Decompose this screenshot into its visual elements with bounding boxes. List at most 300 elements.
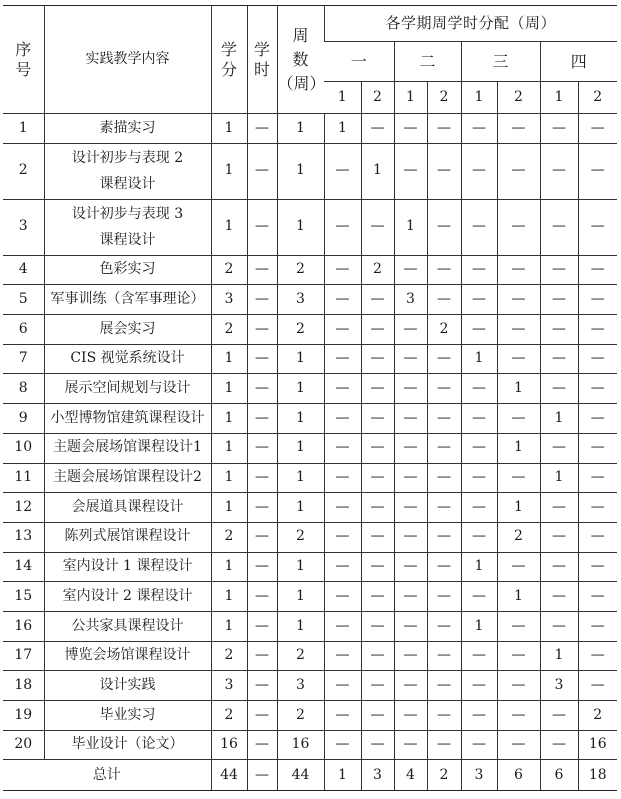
row-semester-cell: — bbox=[578, 199, 617, 255]
row-credit: 1 bbox=[211, 199, 247, 255]
row-semester-cell: — bbox=[540, 522, 578, 552]
table-row bbox=[3, 433, 617, 463]
table-row bbox=[3, 730, 617, 760]
total-weeks: 44 bbox=[277, 760, 324, 791]
table-row bbox=[3, 199, 617, 255]
row-weeks: 1 bbox=[277, 404, 324, 434]
row-semester-cell: — bbox=[394, 374, 427, 404]
row-content bbox=[44, 522, 211, 552]
row-content-line: 军事训练（含军事理论） bbox=[50, 290, 205, 307]
row-semester-cell: — bbox=[394, 493, 427, 523]
table-row bbox=[3, 671, 617, 701]
row-semester-cell: — bbox=[427, 522, 461, 552]
row-content-line: 课程设计 bbox=[99, 176, 156, 193]
row-semester-cell: — bbox=[461, 522, 497, 552]
row-semester-cell: — bbox=[394, 701, 427, 731]
table-row bbox=[3, 701, 617, 731]
row-semester-cell: — bbox=[540, 701, 578, 731]
row-semester-cell: 2 bbox=[497, 522, 540, 552]
row-hours: — bbox=[247, 463, 277, 493]
row-semester-cell: — bbox=[324, 404, 361, 434]
row-content bbox=[44, 433, 211, 463]
row-semester-cell: — bbox=[540, 582, 578, 612]
row-semester-cell: — bbox=[394, 255, 427, 285]
total-sem-cell: 6 bbox=[540, 760, 578, 791]
row-credit: 1 bbox=[211, 463, 247, 493]
table-row bbox=[3, 463, 617, 493]
row-semester-cell: — bbox=[497, 552, 540, 582]
row-semester-cell: — bbox=[324, 493, 361, 523]
row-semester-cell: — bbox=[361, 582, 394, 612]
row-semester-cell: — bbox=[394, 671, 427, 701]
row-content-line: 主题会展场馆课程设计1 bbox=[53, 439, 202, 456]
row-semester-cell: — bbox=[461, 199, 497, 255]
header-semester: 1 bbox=[540, 82, 578, 114]
row-credit: 1 bbox=[211, 582, 247, 612]
table-row bbox=[3, 255, 617, 285]
header-semester-distribution: 各学期周学时分配（周） bbox=[324, 6, 617, 42]
row-semester-cell: — bbox=[497, 199, 540, 255]
row-hours: — bbox=[247, 582, 277, 612]
row-semester-cell: — bbox=[461, 404, 497, 434]
row-semester-cell: — bbox=[578, 143, 617, 199]
row-semester-cell: — bbox=[361, 374, 394, 404]
row-semester-cell: — bbox=[461, 582, 497, 612]
row-seq: 5 bbox=[3, 285, 44, 315]
table-row bbox=[3, 522, 617, 552]
row-hours: — bbox=[247, 641, 277, 671]
row-semester-cell: — bbox=[461, 374, 497, 404]
row-semester-cell: — bbox=[461, 255, 497, 285]
row-semester-cell: — bbox=[361, 433, 394, 463]
row-semester-cell: — bbox=[578, 552, 617, 582]
row-semester-cell: — bbox=[427, 404, 461, 434]
row-credit: 3 bbox=[211, 285, 247, 315]
row-semester-cell: — bbox=[324, 374, 361, 404]
row-content bbox=[44, 493, 211, 523]
row-semester-cell: 1 bbox=[361, 143, 394, 199]
row-semester-cell: — bbox=[578, 582, 617, 612]
row-semester-cell: — bbox=[497, 701, 540, 731]
row-hours: — bbox=[247, 285, 277, 315]
row-semester-cell: — bbox=[427, 344, 461, 374]
row-content-line: 毕业设计（论文） bbox=[71, 736, 184, 753]
row-semester-cell: — bbox=[361, 522, 394, 552]
header-semester: 2 bbox=[497, 82, 540, 114]
row-seq: 13 bbox=[3, 522, 44, 552]
row-semester-cell: — bbox=[497, 641, 540, 671]
row-content-line: 博览会场馆课程设计 bbox=[64, 647, 191, 664]
row-content-line: 设计初步与表现 2 bbox=[71, 149, 184, 166]
row-hours: — bbox=[247, 552, 277, 582]
row-semester-cell: 2 bbox=[578, 701, 617, 731]
row-semester-cell: — bbox=[324, 671, 361, 701]
table-row bbox=[3, 143, 617, 199]
row-seq: 20 bbox=[3, 730, 44, 760]
row-semester-cell: — bbox=[324, 143, 361, 199]
row-content bbox=[44, 143, 211, 199]
row-seq: 18 bbox=[3, 671, 44, 701]
row-semester-cell: — bbox=[578, 522, 617, 552]
row-semester-cell: — bbox=[324, 315, 361, 345]
row-semester-cell: 2 bbox=[361, 255, 394, 285]
practice-schedule-table bbox=[3, 5, 617, 791]
row-semester-cell: — bbox=[578, 255, 617, 285]
row-semester-cell: — bbox=[540, 315, 578, 345]
header-hours: 学 时 bbox=[247, 6, 277, 114]
row-weeks: 2 bbox=[277, 315, 324, 345]
row-content-line: 毕业实习 bbox=[99, 706, 156, 723]
row-seq: 17 bbox=[3, 641, 44, 671]
row-credit: 2 bbox=[211, 522, 247, 552]
row-seq: 16 bbox=[3, 611, 44, 641]
total-sem-cell: 2 bbox=[427, 760, 461, 791]
row-hours: — bbox=[247, 730, 277, 760]
row-weeks: 16 bbox=[277, 730, 324, 760]
total-credit: 44 bbox=[211, 760, 247, 791]
row-hours: — bbox=[247, 611, 277, 641]
row-semester-cell: — bbox=[394, 143, 427, 199]
row-semester-cell: — bbox=[394, 522, 427, 552]
row-semester-cell: — bbox=[497, 463, 540, 493]
row-weeks: 2 bbox=[277, 641, 324, 671]
row-credit: 1 bbox=[211, 433, 247, 463]
row-content-line: 小型博物馆建筑课程设计 bbox=[50, 409, 205, 426]
row-credit: 1 bbox=[211, 143, 247, 199]
row-semester-cell: — bbox=[427, 493, 461, 523]
row-semester-cell: 2 bbox=[427, 315, 461, 345]
row-semester-cell: — bbox=[361, 463, 394, 493]
row-semester-cell: — bbox=[324, 552, 361, 582]
row-semester-cell: — bbox=[497, 344, 540, 374]
row-semester-cell: — bbox=[324, 255, 361, 285]
row-semester-cell: 1 bbox=[461, 611, 497, 641]
row-hours: — bbox=[247, 374, 277, 404]
row-semester-cell: — bbox=[361, 671, 394, 701]
row-credit: 1 bbox=[211, 404, 247, 434]
row-semester-cell: — bbox=[361, 199, 394, 255]
row-semester-cell: — bbox=[324, 344, 361, 374]
row-content-line: 设计初步与表现 3 bbox=[71, 205, 184, 222]
row-semester-cell: — bbox=[497, 255, 540, 285]
row-semester-cell: — bbox=[578, 344, 617, 374]
row-seq: 19 bbox=[3, 701, 44, 731]
table-row bbox=[3, 493, 617, 523]
row-semester-cell: — bbox=[461, 671, 497, 701]
row-weeks: 2 bbox=[277, 522, 324, 552]
row-semester-cell: — bbox=[540, 433, 578, 463]
header-semester: 2 bbox=[578, 82, 617, 114]
row-semester-cell: 1 bbox=[497, 493, 540, 523]
row-semester-cell: — bbox=[324, 701, 361, 731]
row-credit: 16 bbox=[211, 730, 247, 760]
row-semester-cell: — bbox=[578, 285, 617, 315]
row-credit: 1 bbox=[211, 114, 247, 144]
row-semester-cell: — bbox=[427, 255, 461, 285]
row-semester-cell: 1 bbox=[461, 552, 497, 582]
row-semester-cell: — bbox=[324, 641, 361, 671]
row-semester-cell: — bbox=[578, 315, 617, 345]
row-hours: — bbox=[247, 433, 277, 463]
table-row bbox=[3, 344, 617, 374]
row-content bbox=[44, 374, 211, 404]
row-semester-cell: — bbox=[461, 701, 497, 731]
total-sem-cell: 18 bbox=[578, 760, 617, 791]
row-semester-cell: — bbox=[361, 114, 394, 144]
total-sem-cell: 6 bbox=[497, 760, 540, 791]
row-credit: 1 bbox=[211, 493, 247, 523]
row-content-line: 素描实习 bbox=[99, 119, 156, 136]
row-semester-cell: 3 bbox=[540, 671, 578, 701]
total-hours: — bbox=[247, 760, 277, 791]
row-semester-cell: — bbox=[461, 114, 497, 144]
row-semester-cell: — bbox=[361, 404, 394, 434]
row-semester-cell: — bbox=[427, 671, 461, 701]
row-content bbox=[44, 730, 211, 760]
row-content-line: 色彩实习 bbox=[99, 261, 156, 278]
row-semester-cell: — bbox=[324, 611, 361, 641]
header-semester: 2 bbox=[361, 82, 394, 114]
row-hours: — bbox=[247, 671, 277, 701]
row-hours: — bbox=[247, 315, 277, 345]
row-credit: 1 bbox=[211, 611, 247, 641]
row-weeks: 1 bbox=[277, 199, 324, 255]
row-semester-cell: — bbox=[461, 641, 497, 671]
row-content-line: 展示空间规划与设计 bbox=[64, 380, 191, 397]
row-hours: — bbox=[247, 522, 277, 552]
row-content bbox=[44, 344, 211, 374]
row-weeks: 1 bbox=[277, 433, 324, 463]
row-semester-cell: — bbox=[461, 143, 497, 199]
row-semester-cell: — bbox=[361, 285, 394, 315]
row-semester-cell: — bbox=[427, 701, 461, 731]
row-semester-cell: — bbox=[361, 641, 394, 671]
row-content bbox=[44, 611, 211, 641]
row-weeks: 1 bbox=[277, 114, 324, 144]
row-semester-cell: — bbox=[540, 255, 578, 285]
row-semester-cell: — bbox=[324, 522, 361, 552]
row-semester-cell: — bbox=[394, 404, 427, 434]
row-seq: 11 bbox=[3, 463, 44, 493]
total-sem-cell: 1 bbox=[324, 760, 361, 791]
row-weeks: 1 bbox=[277, 344, 324, 374]
row-content-line: 公共家具课程设计 bbox=[71, 617, 184, 634]
row-weeks: 2 bbox=[277, 701, 324, 731]
row-semester-cell: 1 bbox=[497, 374, 540, 404]
row-semester-cell: — bbox=[427, 374, 461, 404]
row-semester-cell: — bbox=[394, 552, 427, 582]
row-credit: 2 bbox=[211, 255, 247, 285]
row-hours: — bbox=[247, 493, 277, 523]
row-seq: 7 bbox=[3, 344, 44, 374]
row-semester-cell: 3 bbox=[394, 285, 427, 315]
table-row bbox=[3, 114, 617, 144]
row-content bbox=[44, 552, 211, 582]
row-semester-cell: — bbox=[324, 433, 361, 463]
row-content bbox=[44, 582, 211, 612]
row-semester-cell: — bbox=[461, 730, 497, 760]
row-semester-cell: 16 bbox=[578, 730, 617, 760]
row-semester-cell: 1 bbox=[497, 582, 540, 612]
table-row bbox=[3, 611, 617, 641]
row-semester-cell: — bbox=[540, 199, 578, 255]
row-content-line: 室内设计 2 课程设计 bbox=[62, 587, 193, 604]
header-year-1: 一 bbox=[324, 42, 394, 82]
row-semester-cell: — bbox=[497, 611, 540, 641]
row-semester-cell: — bbox=[497, 143, 540, 199]
row-weeks: 1 bbox=[277, 582, 324, 612]
row-content bbox=[44, 404, 211, 434]
row-semester-cell: — bbox=[578, 611, 617, 641]
header-content: 实践教学内容 bbox=[44, 6, 211, 114]
row-seq: 6 bbox=[3, 315, 44, 345]
row-semester-cell: — bbox=[427, 114, 461, 144]
row-content-line: 室内设计 1 课程设计 bbox=[62, 558, 193, 575]
row-content-line: 设计实践 bbox=[99, 676, 156, 693]
row-semester-cell: — bbox=[427, 463, 461, 493]
row-content-line: 主题会展场馆课程设计2 bbox=[53, 469, 202, 486]
row-semester-cell: — bbox=[361, 493, 394, 523]
row-semester-cell: 1 bbox=[540, 404, 578, 434]
row-semester-cell: — bbox=[427, 433, 461, 463]
row-content-line: 会展道具课程设计 bbox=[71, 498, 184, 515]
row-seq: 8 bbox=[3, 374, 44, 404]
table-row bbox=[3, 552, 617, 582]
row-semester-cell: — bbox=[497, 671, 540, 701]
header-weeks: 周 数 （周） bbox=[277, 6, 324, 114]
row-content bbox=[44, 255, 211, 285]
row-semester-cell: — bbox=[578, 671, 617, 701]
row-semester-cell: — bbox=[578, 463, 617, 493]
row-semester-cell: — bbox=[540, 285, 578, 315]
row-semester-cell: 1 bbox=[540, 463, 578, 493]
row-semester-cell: — bbox=[540, 730, 578, 760]
total-sem-cell: 3 bbox=[461, 760, 497, 791]
row-semester-cell: — bbox=[461, 285, 497, 315]
row-semester-cell: — bbox=[578, 374, 617, 404]
row-semester-cell: — bbox=[540, 552, 578, 582]
row-semester-cell: 1 bbox=[540, 641, 578, 671]
row-semester-cell: — bbox=[461, 433, 497, 463]
row-semester-cell: — bbox=[578, 493, 617, 523]
row-credit: 1 bbox=[211, 374, 247, 404]
total-sem-cell: 3 bbox=[361, 760, 394, 791]
row-semester-cell: — bbox=[461, 315, 497, 345]
header-year-2: 二 bbox=[394, 42, 461, 82]
row-weeks: 2 bbox=[277, 255, 324, 285]
row-content-line: 陈列式展馆课程设计 bbox=[64, 528, 191, 545]
row-semester-cell: — bbox=[540, 611, 578, 641]
row-seq: 1 bbox=[3, 114, 44, 144]
row-credit: 1 bbox=[211, 344, 247, 374]
row-semester-cell: — bbox=[361, 701, 394, 731]
row-weeks: 1 bbox=[277, 374, 324, 404]
header-seq: 序 号 bbox=[3, 6, 44, 114]
row-hours: — bbox=[247, 344, 277, 374]
row-weeks: 3 bbox=[277, 671, 324, 701]
row-credit: 2 bbox=[211, 701, 247, 731]
row-semester-cell: — bbox=[427, 611, 461, 641]
row-semester-cell: — bbox=[497, 315, 540, 345]
row-semester-cell: — bbox=[578, 433, 617, 463]
header-semester: 2 bbox=[427, 82, 461, 114]
row-semester-cell: — bbox=[540, 344, 578, 374]
table-row bbox=[3, 641, 617, 671]
row-semester-cell: — bbox=[578, 404, 617, 434]
row-seq: 9 bbox=[3, 404, 44, 434]
row-seq: 15 bbox=[3, 582, 44, 612]
row-semester-cell: — bbox=[540, 493, 578, 523]
total-row bbox=[3, 760, 617, 791]
row-content bbox=[44, 114, 211, 144]
row-semester-cell: — bbox=[427, 199, 461, 255]
row-semester-cell: — bbox=[540, 143, 578, 199]
row-semester-cell: — bbox=[578, 641, 617, 671]
row-semester-cell: — bbox=[427, 730, 461, 760]
row-semester-cell: — bbox=[540, 374, 578, 404]
row-content bbox=[44, 463, 211, 493]
row-weeks: 1 bbox=[277, 463, 324, 493]
table-row bbox=[3, 374, 617, 404]
row-content bbox=[44, 199, 211, 255]
row-semester-cell: — bbox=[497, 730, 540, 760]
row-semester-cell: — bbox=[497, 285, 540, 315]
row-semester-cell: — bbox=[427, 582, 461, 612]
row-seq: 12 bbox=[3, 493, 44, 523]
row-semester-cell: — bbox=[394, 641, 427, 671]
row-content-line: 课程设计 bbox=[99, 232, 156, 249]
row-semester-cell: — bbox=[427, 641, 461, 671]
row-semester-cell: — bbox=[540, 114, 578, 144]
table-row bbox=[3, 285, 617, 315]
row-weeks: 1 bbox=[277, 143, 324, 199]
row-weeks: 1 bbox=[277, 493, 324, 523]
row-seq: 10 bbox=[3, 433, 44, 463]
header-semester: 1 bbox=[324, 82, 361, 114]
row-semester-cell: 1 bbox=[394, 199, 427, 255]
row-weeks: 1 bbox=[277, 552, 324, 582]
row-seq: 3 bbox=[3, 199, 44, 255]
row-semester-cell: — bbox=[324, 285, 361, 315]
row-content bbox=[44, 701, 211, 731]
row-semester-cell: — bbox=[394, 114, 427, 144]
row-credit: 2 bbox=[211, 641, 247, 671]
row-semester-cell: — bbox=[324, 463, 361, 493]
row-semester-cell: — bbox=[394, 344, 427, 374]
total-label: 总计 bbox=[3, 760, 211, 791]
row-semester-cell: — bbox=[578, 114, 617, 144]
row-content-line: CIS 视觉系统设计 bbox=[70, 350, 185, 367]
row-semester-cell: — bbox=[361, 315, 394, 345]
total-sem-cell: 4 bbox=[394, 760, 427, 791]
row-content bbox=[44, 315, 211, 345]
row-semester-cell: — bbox=[394, 433, 427, 463]
row-semester-cell: — bbox=[394, 315, 427, 345]
row-semester-cell: — bbox=[461, 493, 497, 523]
row-semester-cell: — bbox=[361, 611, 394, 641]
row-semester-cell: — bbox=[497, 114, 540, 144]
row-semester-cell: — bbox=[427, 143, 461, 199]
row-hours: — bbox=[247, 114, 277, 144]
row-semester-cell: — bbox=[427, 552, 461, 582]
row-hours: — bbox=[247, 199, 277, 255]
row-credit: 3 bbox=[211, 671, 247, 701]
row-credit: 2 bbox=[211, 315, 247, 345]
row-semester-cell: 1 bbox=[324, 114, 361, 144]
row-semester-cell: 1 bbox=[497, 433, 540, 463]
row-content bbox=[44, 671, 211, 701]
row-content bbox=[44, 285, 211, 315]
